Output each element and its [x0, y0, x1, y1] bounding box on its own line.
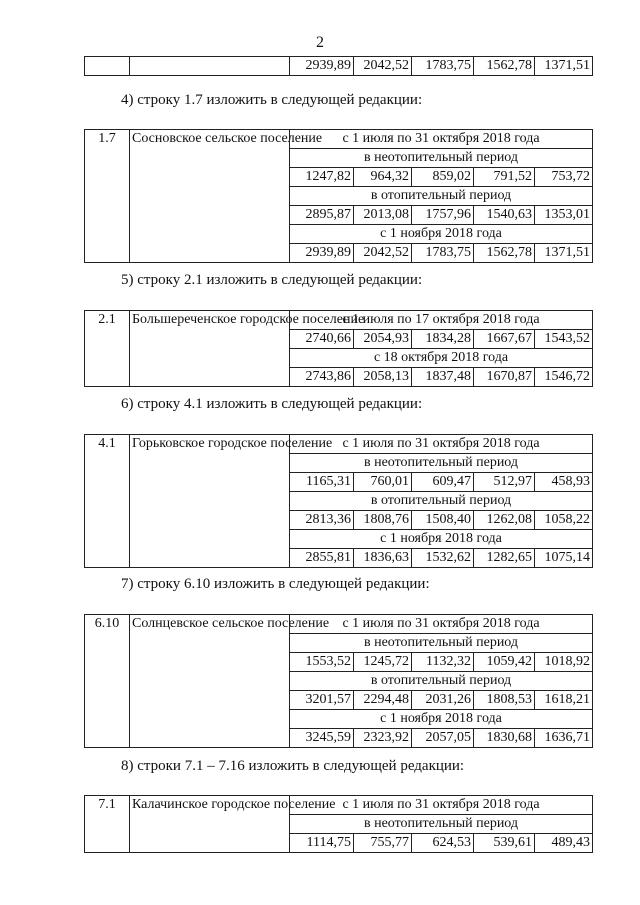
value-cell: 609,47 — [412, 473, 474, 492]
value-cell: 1618,21 — [535, 691, 593, 710]
value-cell: 1245,72 — [354, 653, 412, 672]
value-cell: 1562,78 — [474, 57, 535, 76]
amendment-heading: 6) строку 4.1 изложить в следующей редакции: — [121, 396, 423, 412]
value-cell: 1018,92 — [535, 653, 593, 672]
value-cell: 2042,52 — [354, 57, 412, 76]
value-cell: 2054,93 — [354, 330, 412, 349]
value-cell: 2939,89 — [290, 57, 354, 76]
period-label: с 1 ноября 2018 года — [290, 710, 593, 729]
amendment-heading: 5) строку 2.1 изложить в следующей редакции: — [121, 272, 423, 288]
period-label: в неотопительный период — [290, 149, 593, 168]
value-cell: 2743,86 — [290, 368, 354, 387]
value-cell: 1667,67 — [474, 330, 535, 349]
period-label: с 1 июля по 31 октября 2018 года — [290, 130, 593, 149]
settlement-name: Горьковское городское поселение — [130, 435, 290, 568]
row-code: 7.1 — [85, 796, 130, 853]
settlement-name: Сосновское сельское поселение — [130, 130, 290, 263]
period-label: в отопительный период — [290, 492, 593, 511]
value-cell: 1353,01 — [535, 206, 593, 225]
value-cell: 1543,52 — [535, 330, 593, 349]
amendment-heading: 8) строки 7.1 – 7.16 изложить в следующей редакции: — [121, 758, 465, 774]
value-cell: 1371,51 — [535, 57, 593, 76]
value-cell: 1532,62 — [412, 549, 474, 568]
period-label: в отопительный период — [290, 672, 593, 691]
value-cell: 753,72 — [535, 168, 593, 187]
table-row — [85, 435, 593, 454]
value-cell: 2031,26 — [412, 691, 474, 710]
row-code: 4.1 — [85, 435, 130, 568]
value-cell: 2855,81 — [290, 549, 354, 568]
value-cell: 1808,53 — [474, 691, 535, 710]
continuation-table — [84, 56, 593, 76]
value-cell: 1262,08 — [474, 511, 535, 530]
value-cell: 1132,32 — [412, 653, 474, 672]
value-cell: 1540,63 — [474, 206, 535, 225]
period-label: в отопительный период — [290, 187, 593, 206]
value-cell: 1282,65 — [474, 549, 535, 568]
value-cell: 1836,63 — [354, 549, 412, 568]
tariff-table — [84, 129, 593, 263]
value-cell: 2813,36 — [290, 511, 354, 530]
value-cell: 859,02 — [412, 168, 474, 187]
value-cell: 791,52 — [474, 168, 535, 187]
value-cell: 1058,22 — [535, 511, 593, 530]
value-cell: 1114,75 — [290, 834, 354, 853]
value-cell: 2013,08 — [354, 206, 412, 225]
period-label: с 1 июля по 31 октября 2018 года — [290, 796, 593, 815]
value-cell: 1562,78 — [474, 244, 535, 263]
value-cell: 1830,68 — [474, 729, 535, 748]
row-code: 2.1 — [85, 311, 130, 387]
period-label: с 1 июля по 31 октября 2018 года — [290, 435, 593, 454]
value-cell: 1783,75 — [412, 244, 474, 263]
value-cell: 624,53 — [412, 834, 474, 853]
period-label: с 1 июля по 31 октября 2018 года — [290, 615, 593, 634]
value-cell: 1247,82 — [290, 168, 354, 187]
tariff-table — [84, 795, 593, 853]
period-label: в неотопительный период — [290, 454, 593, 473]
value-cell: 2042,52 — [354, 244, 412, 263]
period-label: с 1 июля по 17 октября 2018 года — [290, 311, 593, 330]
value-cell: 1636,71 — [535, 729, 593, 748]
table-row — [85, 615, 593, 634]
name-cell — [130, 57, 290, 76]
table-row — [85, 311, 593, 330]
table-row — [85, 57, 593, 76]
row-code: 6.10 — [85, 615, 130, 748]
value-cell: 2895,87 — [290, 206, 354, 225]
tariff-table — [84, 614, 593, 748]
value-cell: 3201,57 — [290, 691, 354, 710]
value-cell: 1757,96 — [412, 206, 474, 225]
value-cell: 2939,89 — [290, 244, 354, 263]
settlement-name: Большереченское городское поселение — [130, 311, 290, 387]
value-cell: 2058,13 — [354, 368, 412, 387]
value-cell: 2740,66 — [290, 330, 354, 349]
value-cell: 2294,48 — [354, 691, 412, 710]
value-cell: 1837,48 — [412, 368, 474, 387]
value-cell: 1553,52 — [290, 653, 354, 672]
value-cell: 1371,51 — [535, 244, 593, 263]
row-code: 1.7 — [85, 130, 130, 263]
value-cell: 964,32 — [354, 168, 412, 187]
value-cell: 539,61 — [474, 834, 535, 853]
value-cell: 1783,75 — [412, 57, 474, 76]
period-label: с 18 октября 2018 года — [290, 349, 593, 368]
value-cell: 1670,87 — [474, 368, 535, 387]
value-cell: 1165,31 — [290, 473, 354, 492]
value-cell: 760,01 — [354, 473, 412, 492]
amendment-heading: 7) строку 6.10 изложить в следующей редакции: — [121, 576, 430, 592]
period-label: в неотопительный период — [290, 634, 593, 653]
page-number: 2 — [316, 34, 324, 51]
value-cell: 1508,40 — [412, 511, 474, 530]
value-cell: 2323,92 — [354, 729, 412, 748]
value-cell: 1834,28 — [412, 330, 474, 349]
settlement-name: Солнцевское сельское поселение — [130, 615, 290, 748]
settlement-name: Калачинское городское поселение — [130, 796, 290, 853]
value-cell: 755,77 — [354, 834, 412, 853]
tariff-table — [84, 434, 593, 568]
value-cell: 1546,72 — [535, 368, 593, 387]
table-row — [85, 796, 593, 815]
value-cell: 458,93 — [535, 473, 593, 492]
value-cell: 1075,14 — [535, 549, 593, 568]
amendment-heading: 4) строку 1.7 изложить в следующей редакции: — [121, 92, 423, 108]
value-cell: 512,97 — [474, 473, 535, 492]
period-label: в неотопительный период — [290, 815, 593, 834]
value-cell: 1808,76 — [354, 511, 412, 530]
value-cell: 3245,59 — [290, 729, 354, 748]
value-cell: 489,43 — [535, 834, 593, 853]
period-label: с 1 ноября 2018 года — [290, 530, 593, 549]
code-cell — [85, 57, 130, 76]
table-row — [85, 130, 593, 149]
value-cell: 1059,42 — [474, 653, 535, 672]
period-label: с 1 ноября 2018 года — [290, 225, 593, 244]
tariff-table — [84, 310, 593, 387]
value-cell: 2057,05 — [412, 729, 474, 748]
